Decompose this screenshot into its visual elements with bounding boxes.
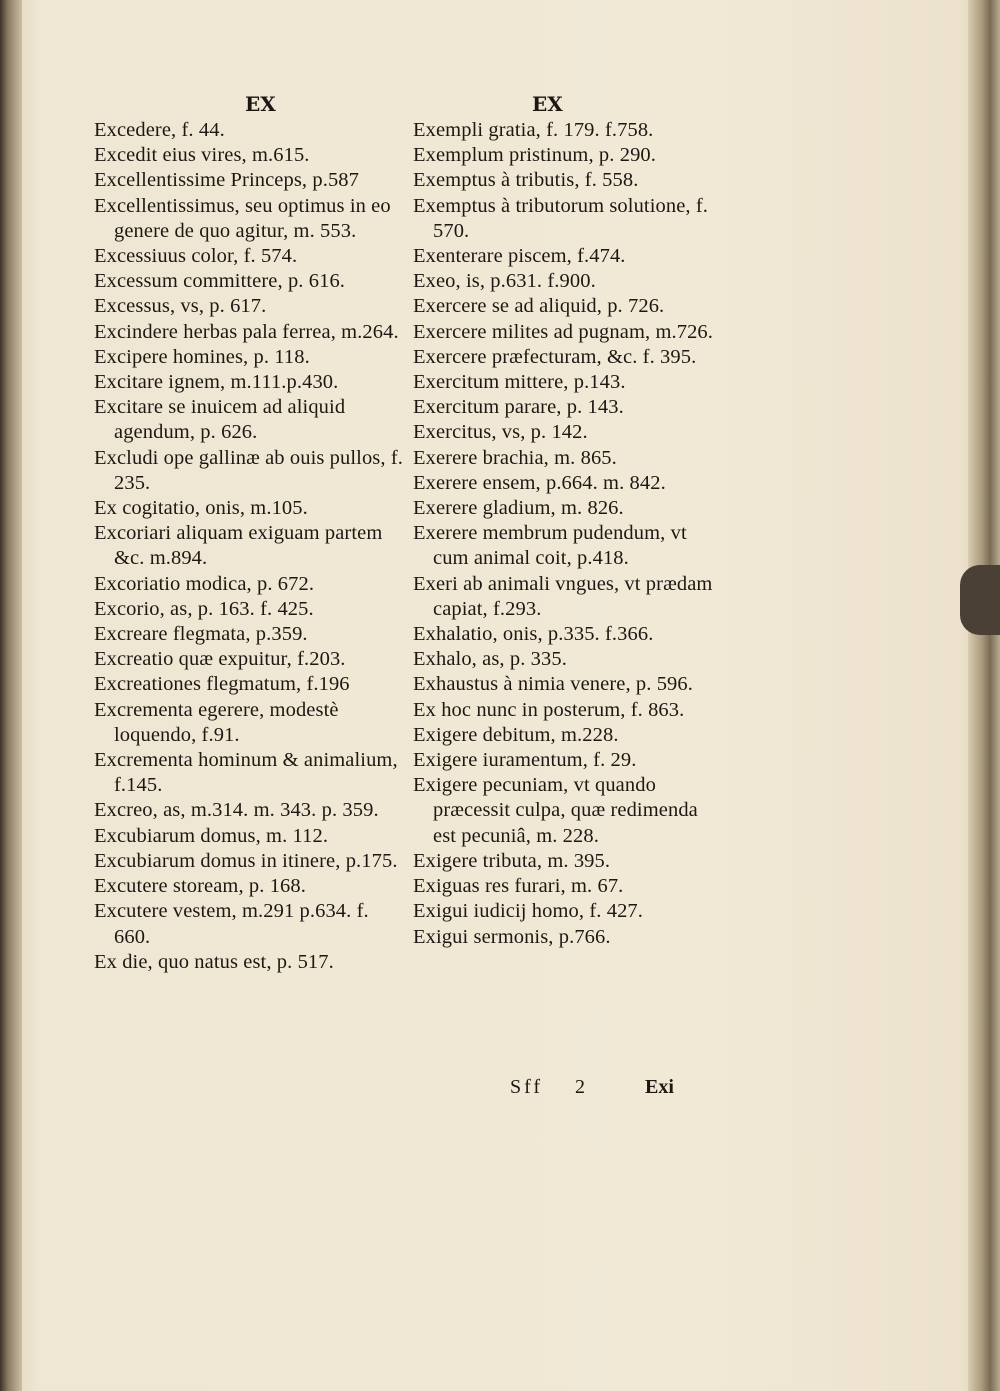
index-entry: Exercitus, vs, p. 142. bbox=[413, 421, 588, 444]
index-entry: Excitare se inuicem ad aliquid agendum, p. 626. bbox=[94, 396, 346, 444]
page-edge bbox=[968, 0, 1000, 1391]
index-entry: Excorio, as, p. 163. f. 425. bbox=[94, 597, 314, 620]
index-entry: Ex hoc nunc in posterum, f. 863. bbox=[413, 698, 685, 721]
index-entry: Excludi ope gallinæ ab ouis pullos, f. 235. bbox=[94, 446, 403, 494]
index-entry: Exerere ensem, p.664. m. 842. bbox=[413, 471, 666, 494]
index-entry: Excreo, as, m.314. m. 343. p. 359. bbox=[94, 799, 379, 822]
index-entry: Exercere se ad aliquid, p. 726. bbox=[413, 295, 665, 318]
index-entry: Exigere iuramentum, f. 29. bbox=[413, 749, 637, 772]
index-entry: Excellentissime Princeps, p.587 bbox=[94, 169, 359, 192]
index-entry: Ex cogitatio, onis, m.105. bbox=[94, 497, 308, 520]
index-entry: Excreatio quæ expuitur, f.203. bbox=[94, 648, 346, 671]
index-entry: Excubiarum domus, m. 112. bbox=[94, 824, 329, 847]
index-entry: Exigere debitum, m.228. bbox=[413, 723, 619, 746]
index-entry: Exigere tributa, m. 395. bbox=[413, 849, 611, 872]
index-entry: Excrementa egerere, modestè loquendo, f.91. bbox=[94, 698, 339, 746]
index-entry: Excoriari aliquam exiguam partem &c. m.894. bbox=[94, 522, 383, 570]
index-entry: Exigui iudicij homo, f. 427. bbox=[413, 900, 643, 923]
index-entry: Excubiarum domus in itinere, p.175. bbox=[94, 849, 398, 872]
index-entry: Exhaustus à nimia venere, p. 596. bbox=[413, 673, 693, 696]
signature-number: 2 bbox=[575, 1076, 585, 1098]
page-clip bbox=[960, 565, 1000, 635]
index-entry: Excrementa hominum & animalium, f.145. bbox=[94, 749, 398, 797]
signature-mark: Sff bbox=[510, 1076, 544, 1098]
index-entry: Exerere brachia, m. 865. bbox=[413, 446, 617, 469]
index-entry: Exerere membrum pudendum, vt cum animal coit, p.418. bbox=[413, 522, 687, 570]
index-entry: Excedit eius vires, m.615. bbox=[94, 144, 310, 167]
index-entry: Exerere gladium, m. 826. bbox=[413, 497, 624, 520]
index-entry: Exeri ab animali vngues, vt prædam capiat, f.293. bbox=[413, 572, 713, 620]
index-entry: Exhalo, as, p. 335. bbox=[413, 648, 567, 671]
index-entry: Exemptus à tributorum solutione, f. 570. bbox=[413, 194, 709, 242]
index-entry: Exercitum mittere, p.143. bbox=[413, 371, 626, 394]
index-entry: Ex die, quo natus est, p. 517. bbox=[94, 950, 334, 973]
index-entry: Excellentissimus, seu optimus in eo genere de quo agitur, m. 553. bbox=[94, 194, 391, 242]
index-entry: Exiguas res furari, m. 67. bbox=[413, 875, 624, 898]
index-entry: Excindere herbas pala ferrea, m.264. bbox=[94, 320, 399, 343]
index-entry: Exempli gratia, f. 179. f.758. bbox=[413, 119, 654, 141]
index-entry: Exemptus à tributis, f. 558. bbox=[413, 169, 639, 192]
index-entry: Excedere, f. 44. bbox=[94, 119, 225, 141]
book-gutter bbox=[0, 0, 22, 1391]
index-entry: Exercere milites ad pugnam, m.726. bbox=[413, 320, 713, 343]
index-column-right bbox=[413, 118, 723, 950]
index-entry: Excessus, vs, p. 617. bbox=[94, 295, 267, 318]
running-head-right: EX bbox=[532, 92, 563, 116]
index-entry: Exercere præfecturam, &c. f. 395. bbox=[413, 345, 697, 368]
index-entry: Excutere stoream, p. 168. bbox=[94, 875, 306, 898]
index-entry: Excreare flegmata, p.359. bbox=[94, 623, 308, 646]
running-head-left: EX bbox=[245, 92, 276, 116]
index-entry: Excreationes flegmatum, f.196 bbox=[94, 673, 350, 696]
catchword: Exi bbox=[645, 1076, 674, 1098]
index-entry: Exercitum parare, p. 143. bbox=[413, 396, 624, 419]
index-entry: Exhalatio, onis, p.335. f.366. bbox=[413, 623, 654, 646]
index-entry: Exemplum pristinum, p. 290. bbox=[413, 144, 656, 167]
index-entry: Excessum committere, p. 616. bbox=[94, 270, 346, 293]
index-entry: Excitare ignem, m.111.p.430. bbox=[94, 371, 339, 394]
index-entry: Excessiuus color, f. 574. bbox=[94, 245, 298, 268]
index-column-left bbox=[94, 118, 404, 975]
index-entry: Excipere homines, p. 118. bbox=[94, 345, 310, 368]
index-entry: Exenterare piscem, f.474. bbox=[413, 245, 626, 268]
index-entry: Exigui sermonis, p.766. bbox=[413, 925, 611, 948]
index-entry: Exeo, is, p.631. f.900. bbox=[413, 270, 596, 293]
index-entry: Excoriatio modica, p. 672. bbox=[94, 572, 315, 595]
index-entry: Exigere pecuniam, vt quando præcessit culpa, quæ redimenda est pecuniâ, m. 228. bbox=[413, 774, 698, 847]
index-entry: Excutere vestem, m.291 p.634. f. 660. bbox=[94, 900, 369, 948]
